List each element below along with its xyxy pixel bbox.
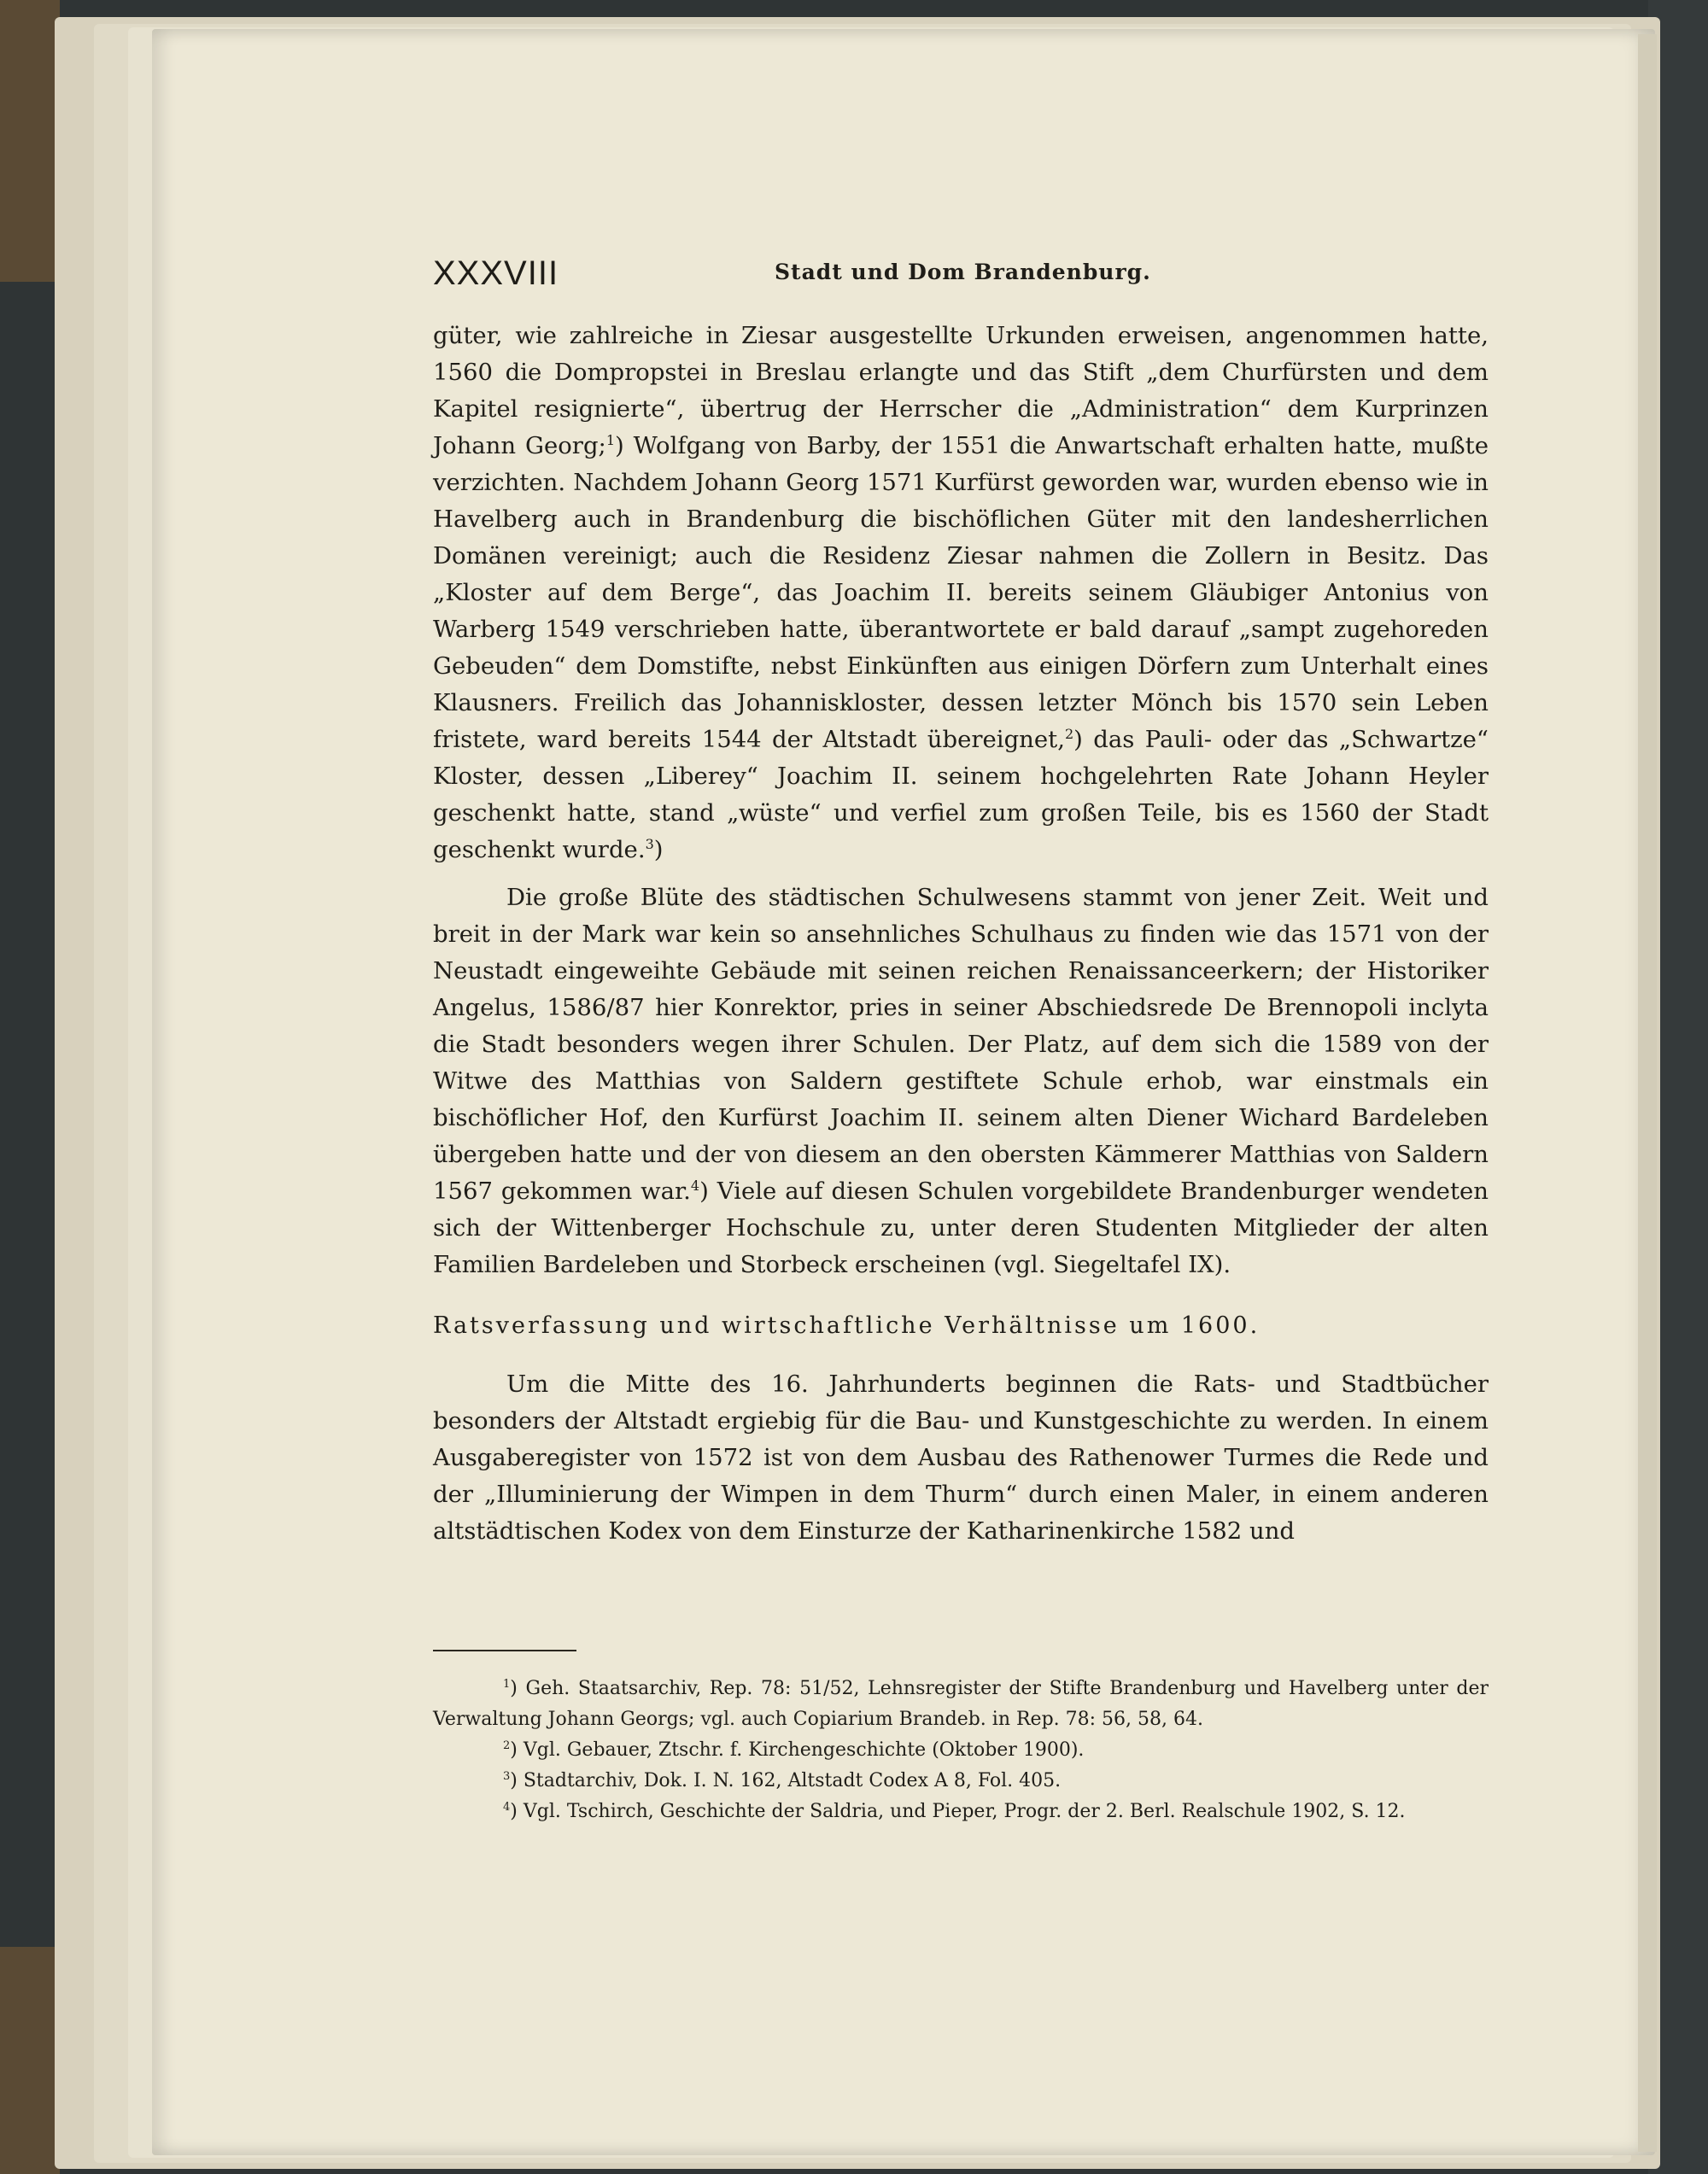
page-right-edge	[1638, 34, 1657, 2152]
footnote-text: Vgl. Tschirch, Geschichte der Saldria, und Pieper, Progr. der 2. Berl. Realschule 1902, S. 12.	[523, 1801, 1406, 1822]
footnote-text: Stadtarchiv, Dok. I. N. 162, Altstadt Codex A 8, Fol. 405.	[523, 1770, 1062, 1791]
footnote-mark: 4	[690, 1178, 700, 1194]
footnote-mark: 3	[645, 836, 654, 852]
section-heading: Ratsverfassung und wirtschaftliche Verhältnisse um 1600.	[433, 1312, 1261, 1339]
footnote-text: Geh. Staatsarchiv, Rep. 78: 51/52, Lehnsregister der Stifte Brandenburg und Havelberg unter der Verwaltung Johann Georgs; vgl. auch Copiarium Brandeb. in Rep. 78: 56, 58, 64.	[433, 1678, 1489, 1730]
footnote-2: $^2$) Vgl. Gebauer, Ztschr. f. Kirchengeschichte (Oktober 1900).	[503, 1739, 1085, 1761]
footnote-1: $^1$) Geh. Staatsarchiv, Rep. 78: 51/52, Lehnsregister der Stifte Brandenburg und Havelberg unter der Verwaltung Johann Georgs; vgl. auch Copiarium Brandeb. in Rep. 78: 56, 58, 64.	[433, 1678, 1489, 1730]
footnote-mark: 1	[605, 432, 616, 448]
running-head: Stadt und Dom Brandenburg.	[775, 260, 1151, 284]
page-number: XXXVIII	[433, 254, 559, 292]
paragraph-1: güter, wie zahlreiche in Ziesar ausgestellte Urkunden erweisen, angenommen hatte, 1560 die Dompropstei in Breslau erlangte und das Stift „dem Churfürsten und dem Kapitel resignierte“, übertrug der Herrscher die „Administration“ dem Kurprinzen Johann Georg;$^1$) Wolfgang von Barby, der 1551 die Anwartschaft erhalten hatte, mußte verzichten. Nachdem Johann Georg 1571 Kurfürst geworden war, wurden ebenso wie in Havelberg auch in Brandenburg die bischöflichen Güter mit den landesherrlichen Domänen vereinigt; auch die Residenz Ziesar nahmen die Zollern in Besitz. Das „Kloster auf dem Berge“, das Joachim II. bereits seinem Gläubiger Antonius von Warberg 1549 verschrieben hatte, überantwortete er bald darauf „sampt zugehoreden Gebeuden“ dem Domstifte, nebst Einkünften aus einigen Dörfern zum Unterhalt eines Klausners. Freilich das Johanniskloster, dessen letzter Mönch bis 1570 sein Leben fristete, ward bereits 1544 der Altstadt übereignet,$^2$) das Pauli- oder das „Schwartze“ Kloster, dessen „Liberey“ Joachim II. seinem hochgelehrten Rate Johann Heyler geschenkt hatte, stand „wüste“ und verfiel zum großen Teile, bis es 1560 der Stadt geschenkt wurde.$^3$)	[433, 322, 1489, 863]
body-text	[433, 318, 1489, 1550]
footnote-number: 3	[503, 1770, 511, 1783]
footnote-divider	[433, 1650, 576, 1651]
paragraph-3: Um die Mitte des 16. Jahrhunderts beginnen die Rats- und Stadtbücher besonders der Altstadt ergiebig für die Bau- und Kunstgeschichte zu werden. In einem Ausgaberegister von 1572 ist von dem Ausbau des Rathenower Turmes die Rede und der „Illuminierung der Wimpen in dem Thurm“ durch einen Maler, in einem anderen altstädtischen Kodex von dem Einsturze der Katharinenkirche 1582 und	[433, 1370, 1489, 1545]
footnotes	[433, 1674, 1489, 1827]
footnote-mark: 2	[1064, 726, 1074, 742]
paragraph-2-text-cont: Viele auf diesen Schulen vorgebildete Brandenburger wendeten sich der Wittenberger Hochschule zu, unter deren Studenten Mitglieder der alten Familien Bardeleben und Storbeck erscheinen (vgl. Siegeltafel IX).	[433, 1178, 1489, 1278]
page-header	[433, 254, 1489, 297]
footnote-3: $^3$) Stadtarchiv, Dok. I. N. 162, Altstadt Codex A 8, Fol. 405.	[503, 1770, 1062, 1791]
footnote-text: Vgl. Gebauer, Ztschr. f. Kirchengeschichte (Oktober 1900).	[523, 1739, 1085, 1761]
paragraph-2: Die große Blüte des städtischen Schulwesens stammt von jener Zeit. Weit und breit in der Mark war kein so ansehnliches Schulhaus zu finden wie das 1571 von der Neustadt eingeweihte Gebäude mit seinen reichen Renaissanceerkern; der Historiker Angelus, 1586/87 hier Konrektor, pries in seiner Abschiedsrede De Brennopoli inclyta die Stadt besonders wegen ihrer Schulen. Der Platz, auf dem sich die 1589 von der Witwe des Matthias von Saldern gestiftete Schule erhob, war einstmals ein bischöflicher Hof, den Kurfürst Joachim II. seinem alten Diener Wichard Bardeleben übergeben hatte und der von diesem an den obersten Kämmerer Matthias von Saldern 1567 gekommen war.$^4$) Viele auf diesen Schulen vorgebildete Brandenburger wendeten sich der Wittenberger Hochschule zu, unter deren Studenten Mitglieder der alten Familien Bardeleben und Storbeck erscheinen (vgl. Siegeltafel IX).	[433, 884, 1489, 1278]
cover-corner-bottom	[0, 1947, 60, 2174]
paragraph-1-text-end: das Pauli- oder das „Schwartze“ Kloster, dessen „Liberey“ Joachim II. seinem hochgelehrten Rate Johann Heyler geschenkt hatte, stand „wüste“ und verfiel zum großen Teile, bis es 1560 der Stadt geschenkt wurde.	[433, 726, 1489, 863]
footnote-number: 4	[503, 1801, 511, 1814]
footnote-number: 2	[503, 1739, 511, 1752]
paragraph-1-text-cont: Wolfgang von Barby, der 1551 die Anwartschaft erhalten hatte, mußte verzichten. Nachdem Johann Georg 1571 Kurfürst geworden war, wurden ebenso wie in Havelberg auch in Brandenburg die bischöflichen Güter mit den landesherrlichen Domänen vereinigt; auch die Residenz Ziesar nahmen die Zollern in Besitz. Das „Kloster auf dem Berge“, das Joachim II. bereits seinem Gläubiger Antonius von Warberg 1549 verschrieben hatte, überantwortete er bald darauf „sampt zugehoreden Gebeuden“ dem Domstifte, nebst Einkünften aus einigen Dörfern zum Unterhalt eines Klausners. Freilich das Johanniskloster, dessen letzter Mönch bis 1570 sein Leben fristete, ward bereits 1544 der Altstadt übereignet,	[433, 432, 1489, 753]
paragraph-2-text: Die große Blüte des städtischen Schulwesens stammt von jener Zeit. Weit und breit in der Mark war kein so ansehnliches Schulhaus zu finden wie das 1571 von der Neustadt eingeweihte Gebäude mit seinen reichen Renaissanceerkern; der Historiker Angelus, 1586/87 hier Konrektor, pries in seiner Abschiedsrede De Brennopoli inclyta die Stadt besonders wegen ihrer Schulen. Der Platz, auf dem sich die 1589 von der Witwe des Matthias von Saldern gestiftete Schule erhob, war einstmals ein bischöflicher Hof, den Kurfürst Joachim II. seinem alten Diener Wichard Bardeleben übergeben hatte und der von diesem an den obersten Kämmerer Matthias von Saldern 1567 gekommen war.	[433, 884, 1489, 1205]
footnote-4: $^4$) Vgl. Tschirch, Geschichte der Saldria, und Pieper, Progr. der 2. Berl. Realschule 1902, S. 12.	[503, 1801, 1406, 1822]
footnote-number: 1	[503, 1678, 511, 1691]
cover-corner-top	[0, 0, 60, 282]
paragraph-1-text: güter, wie zahlreiche in Ziesar ausgestellte Urkunden erweisen, angenommen hatte, 1560 die Dompropstei in Breslau erlangte und das Stift „dem Churfürsten und dem Kapitel resignierte“, übertrug der Herrscher die „Administration“ dem Kurprinzen Johann Georg;	[433, 322, 1489, 459]
